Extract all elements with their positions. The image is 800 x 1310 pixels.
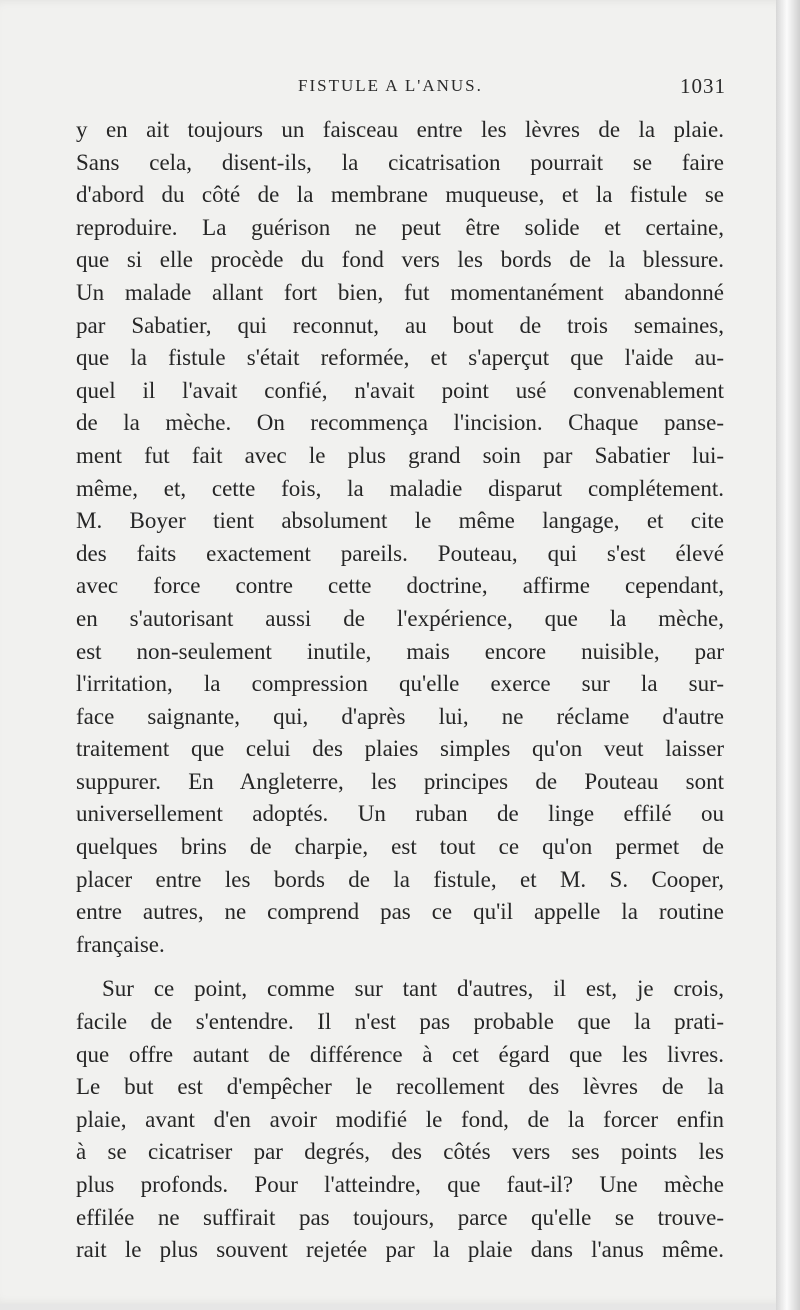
text-line: Le but est d'empêcher le recollement des lèvres de la <box>76 1074 724 1100</box>
text-line: quel il l'avait confié, n'avait point usé convenablement <box>76 377 724 403</box>
text-line: traitement que celui des plaies simples qu'on veut laisser <box>76 736 724 762</box>
paragraph-gap <box>76 961 724 973</box>
text-line: française. <box>76 931 165 957</box>
text-line: M. Boyer tient absolument le même langage, et cite <box>76 508 724 534</box>
paragraph-1 <box>76 114 724 961</box>
text-line: suppurer. En Angleterre, les principes de Pouteau sont <box>76 768 724 794</box>
page-edge <box>776 0 800 1310</box>
text-line: par Sabatier, qui reconnut, au bout de trois semaines, <box>76 312 724 338</box>
text-line: Sur ce point, comme sur tant d'autres, il est, je crois, <box>102 976 724 1002</box>
text-line: Un malade allant fort bien, fut momentanément abandonné <box>76 279 724 305</box>
text-line: face saignante, qui, d'après lui, ne réclame d'autre <box>76 703 724 729</box>
text-line: de la mèche. On recommença l'incision. Chaque panse- <box>76 410 724 436</box>
text-line: rait le plus souvent rejetée par la plaie dans l'anus même. <box>76 1237 724 1263</box>
running-head <box>0 74 790 104</box>
text-line: ment fut fait avec le plus grand soin par Sabatier lui- <box>76 442 724 468</box>
text-line: à se cicatriser par degrés, des côtés vers ses points les <box>76 1139 724 1165</box>
text-line: quelques brins de charpie, est tout ce qu'on permet de <box>76 834 724 860</box>
text-line: entre autres, ne comprend pas ce qu'il appelle la routine <box>76 899 724 925</box>
text-line: universellement adoptés. Un ruban de linge effilé ou <box>76 801 724 827</box>
text-line: placer entre les bords de la fistule, et M. S. Cooper, <box>76 866 724 892</box>
text-line: facile de s'entendre. Il n'est pas probable que la prati- <box>76 1009 724 1035</box>
text-line: d'abord du côté de la membrane muqueuse, et la fistule se <box>76 182 724 208</box>
text-line: avec force contre cette doctrine, affirme cependant, <box>76 573 724 599</box>
text-line: plus profonds. Pour l'atteindre, que faut-il? Une mèche <box>76 1172 724 1197</box>
text-line: que la fistule s'était reformée, et s'aperçut que l'aide au- <box>76 345 724 371</box>
text-line: que offre autant de différence à cet égard que les livres. <box>76 1041 724 1067</box>
text-line: des faits exactement pareils. Pouteau, qui s'est élevé <box>76 540 724 566</box>
running-head-title: FISTULE A L'ANUS. <box>298 76 483 95</box>
text-line: effilée ne suffirait pas toujours, parce qu'elle se trouve- <box>76 1204 724 1230</box>
text-line: Sans cela, disent-ils, la cicatrisation pourrait se faire <box>76 149 724 175</box>
page-number: 1031 <box>680 74 726 98</box>
text-line: l'irritation, la compression qu'elle exerce sur la sur- <box>76 671 724 697</box>
text-line: que si elle procède du fond vers les bords de la blessure. <box>76 247 724 273</box>
body-text <box>76 114 724 1267</box>
text-line: est non-seulement inutile, mais encore nuisible, par <box>76 638 724 664</box>
text-line: plaie, avant d'en avoir modifié le fond, de la forcer enfin <box>76 1106 724 1132</box>
text-line: y en ait toujours un faisceau entre les lèvres de la plaie. <box>76 117 724 142</box>
text-line: en s'autorisant aussi de l'expérience, que la mèche, <box>76 605 724 631</box>
paragraph-2 <box>76 973 724 1266</box>
text-line: même, et, cette fois, la maladie disparut complétement. <box>76 475 724 501</box>
text-line: reproduire. La guérison ne peut être solide et certaine, <box>76 214 724 240</box>
